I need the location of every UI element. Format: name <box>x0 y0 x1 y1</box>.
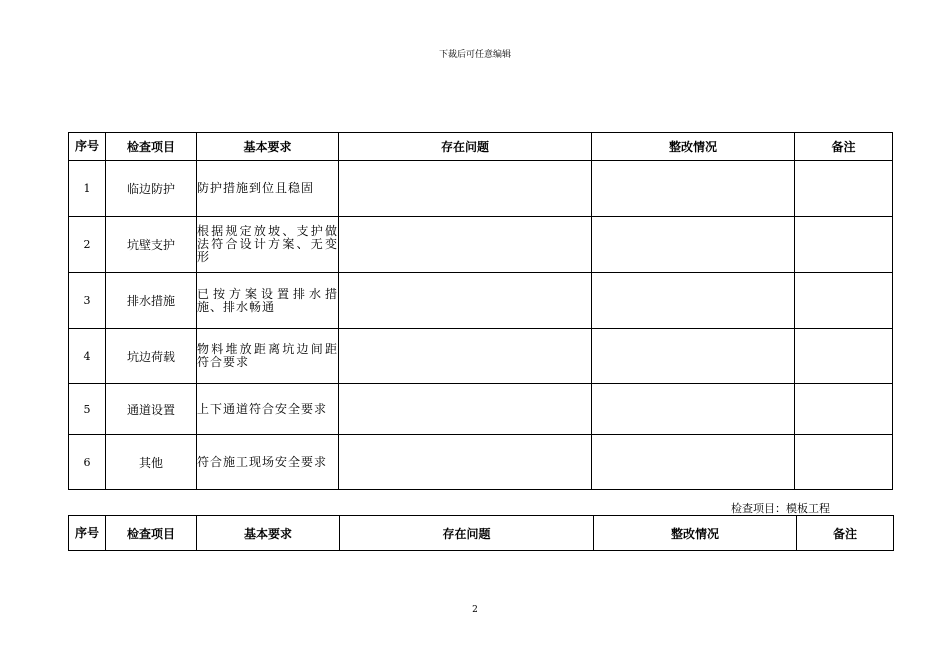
row-seq: 4 <box>69 329 106 384</box>
row-seq: 2 <box>69 217 106 273</box>
row-item: 通道设置 <box>106 384 197 435</box>
row-remark[interactable] <box>795 435 893 490</box>
header-remark: 备注 <box>795 133 893 161</box>
table-row <box>69 161 893 217</box>
row-remark[interactable] <box>795 217 893 273</box>
row-remark[interactable] <box>795 384 893 435</box>
row-requirement: 防护措施到位且稳固 <box>197 161 339 217</box>
row-rectification[interactable] <box>592 384 795 435</box>
table-row <box>69 384 893 435</box>
row-requirement: 符合施工现场安全要求 <box>197 435 339 490</box>
row-item: 排水措施 <box>106 273 197 329</box>
inspection-table-2 <box>68 515 894 551</box>
table-header-row <box>69 516 894 551</box>
row-rectification[interactable] <box>592 435 795 490</box>
row-problem[interactable] <box>339 161 592 217</box>
row-rectification[interactable] <box>592 217 795 273</box>
table-row <box>69 435 893 490</box>
header-seq: 序号 <box>69 516 106 551</box>
row-item: 坑壁支护 <box>106 217 197 273</box>
row-problem[interactable] <box>339 435 592 490</box>
row-item: 坑边荷载 <box>106 329 197 384</box>
header-problem: 存在问题 <box>339 133 592 161</box>
header-item: 检查项目 <box>106 133 197 161</box>
header-item: 检查项目 <box>106 516 197 551</box>
table-row <box>69 217 893 273</box>
row-remark[interactable] <box>795 329 893 384</box>
row-problem[interactable] <box>339 273 592 329</box>
row-requirement: 根据规定放坡、支护做法符合设计方案、无变形 <box>197 217 339 273</box>
row-rectification[interactable] <box>592 273 795 329</box>
table-row <box>69 273 893 329</box>
header-rectification: 整改情况 <box>594 516 797 551</box>
header-rectification: 整改情况 <box>592 133 795 161</box>
row-remark[interactable] <box>795 161 893 217</box>
header-requirement: 基本要求 <box>197 133 339 161</box>
row-requirement: 上下通道符合安全要求 <box>197 384 339 435</box>
table-header-row <box>69 133 893 161</box>
header-problem: 存在问题 <box>340 516 594 551</box>
inspection-table <box>68 132 893 490</box>
row-problem[interactable] <box>339 384 592 435</box>
row-rectification[interactable] <box>592 161 795 217</box>
row-seq: 1 <box>69 161 106 217</box>
page-header-note: 下裁后可任意编辑 <box>438 50 511 60</box>
row-seq: 5 <box>69 384 106 435</box>
row-requirement: 物料堆放距离坑边间距符合要求 <box>197 329 339 384</box>
header-seq: 序号 <box>69 133 106 161</box>
row-seq: 6 <box>69 435 106 490</box>
row-rectification[interactable] <box>592 329 795 384</box>
row-item: 临边防护 <box>106 161 197 217</box>
row-problem[interactable] <box>339 329 592 384</box>
header-requirement: 基本要求 <box>197 516 340 551</box>
header-remark: 备注 <box>797 516 894 551</box>
row-problem[interactable] <box>339 217 592 273</box>
table-row <box>69 329 893 384</box>
row-item: 其他 <box>106 435 197 490</box>
page-number: 2 <box>472 605 478 615</box>
row-requirement: 已按方案设置排水措施、排水畅通 <box>197 273 339 329</box>
row-remark[interactable] <box>795 273 893 329</box>
section-title: 检查项目：模板工程 <box>731 502 830 515</box>
row-seq: 3 <box>69 273 106 329</box>
